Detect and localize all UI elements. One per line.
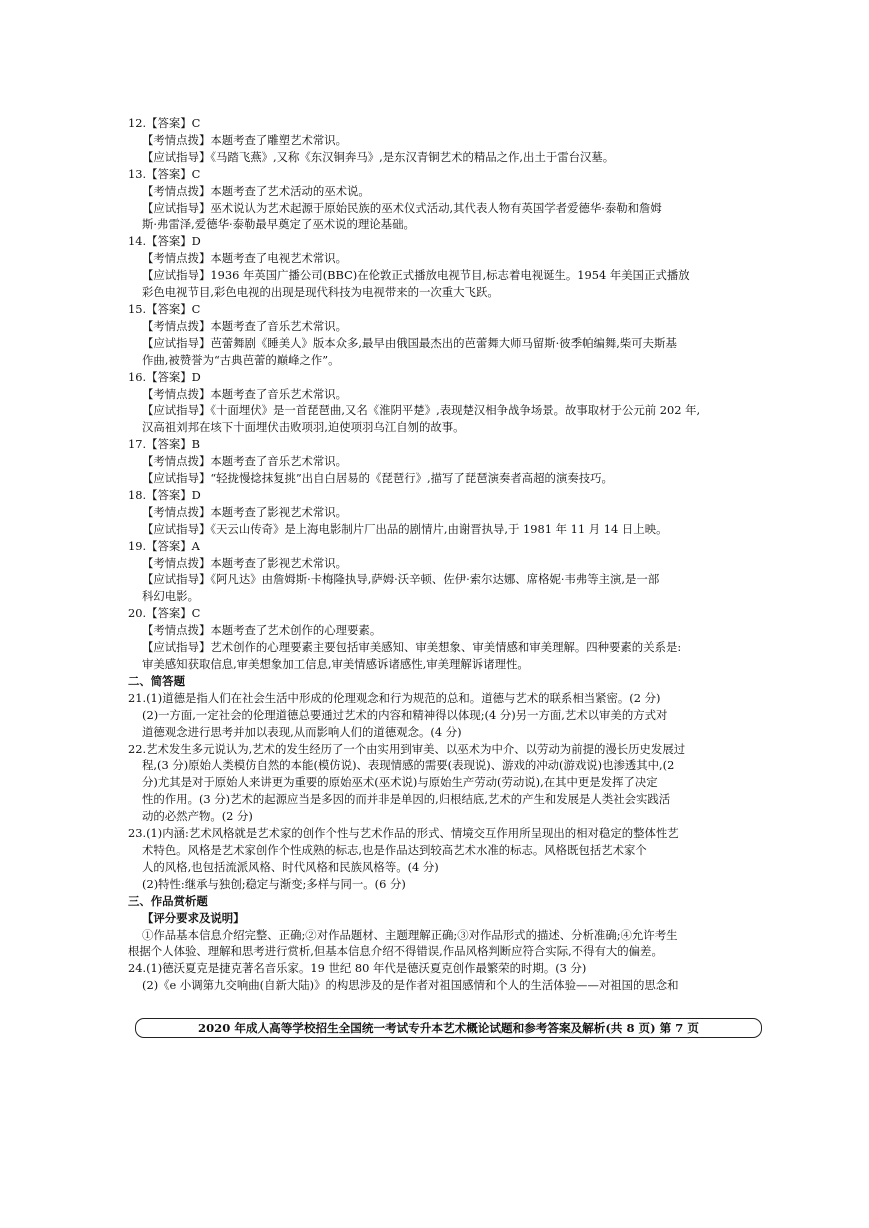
text-line: 23.(1)内涵:艺术风格就是艺术家的创作个性与艺术作品的形式、情境交互作用所呈现出的相对稳定的整体性艺 <box>128 826 679 841</box>
text-line: 【考情点拨】本题考查了音乐艺术常识。 <box>142 386 348 401</box>
text-line: 【应试指导】“轻拢慢捻抹复挑”出自白居易的《琵琶行》,描写了琵琶演奏者高超的演奏技巧。 <box>142 471 613 486</box>
text-line: 【考情点拨】本题考查了雕塑艺术常识。 <box>142 132 348 147</box>
text-line: 【评分要求及说明】 <box>142 910 245 925</box>
text-line: 审美感知获取信息,审美想象加工信息,审美情感诉诸感性,审美理解诉诸理性。 <box>142 657 529 671</box>
text-line: 作曲,被赞誉为“古典芭蕾的巅峰之作”。 <box>142 352 340 367</box>
section-heading: 二、简答题 <box>128 673 185 688</box>
answer-content <box>128 115 766 994</box>
text-line: 17.【答案】B <box>128 437 201 452</box>
text-line: 程,(3 分)原始人类模仿自然的本能(模仿说)、表现情感的需要(表现说)、游戏的冲动(游戏说)也渗透其中,(2 <box>142 758 675 773</box>
text-line: 汉高祖刘邦在垓下十面埋伏击败项羽,迫使项羽乌江自刎的故事。 <box>142 420 465 435</box>
text-line: 科幻电影。 <box>142 589 199 604</box>
text-line: 19.【答案】A <box>128 538 200 553</box>
text-line: 斯·弗雷泽,爱德华·泰勒最早奠定了巫术说的理论基础。 <box>142 217 415 232</box>
text-line: 【应试指导】艺术创作的心理要素主要包括审美感知、审美想象、审美情感和审美理解。四种要素的关系是: <box>142 640 682 655</box>
text-line: 21.(1)道德是指人们在社会生活中形成的伦理观念和行为规范的总和。道德与艺术的联系相当紧密。(2 分) <box>128 690 661 705</box>
text-line: 13.【答案】C <box>128 166 201 181</box>
text-line: 【应试指导】《马踏飞燕》,又称《东汉铜奔马》,是东汉青铜艺术的精品之作,出土于雷台汉墓。 <box>142 149 615 164</box>
text-line: 【考情点拨】本题考查了艺术创作的心理要素。 <box>142 623 382 638</box>
text-line: 【考情点拨】本题考查了音乐艺术常识。 <box>142 454 348 469</box>
text-line: (2)一方面,一定社会的伦理道德总要通过艺术的内容和精神得以体现;(4 分)另一方面,艺术以审美的方式对 <box>142 707 668 722</box>
text-line: 24.(1)德沃夏克是捷克著名音乐家。19 世纪 80 年代是德沃夏克创作最繁荣的时期。(3 分) <box>128 961 587 976</box>
text-line: 【应试指导】1936 年英国广播公司(BBC)在伦敦正式播放电视节目,标志着电视诞生。1954 年美国正式播放 <box>142 268 690 283</box>
text-line: 14.【答案】D <box>128 234 201 249</box>
text-line: 【考情点拨】本题考查了电视艺术常识。 <box>142 251 348 266</box>
text-line: 16.【答案】D <box>128 369 201 384</box>
text-line: 【应试指导】《阿凡达》由詹姆斯·卡梅隆执导,萨姆·沃辛顿、佐伊·索尔达娜、席格妮·韦弗等主演,是一部 <box>142 572 660 587</box>
text-line: 动的必然产物。(2 分) <box>142 809 253 824</box>
text-line: 根据个人体验、理解和思考进行赏析,但基本信息介绍不得错误,作品风格判断应符合实际,不得有大的偏差。 <box>128 944 663 959</box>
text-line: 【考情点拨】本题考查了艺术活动的巫术说。 <box>142 183 370 198</box>
text-line: 【考情点拨】本题考查了影视艺术常识。 <box>142 555 348 570</box>
text-line: 15.【答案】C <box>128 301 201 316</box>
text-line: 人的风格,也包括流派风格、时代风格和民族风格等。(4 分) <box>142 859 439 874</box>
text-line: (2)《e 小调第九交响曲(自新大陆)》的构思涉及的是作者对祖国感情和个人的生活体验——对祖国的思念和 <box>142 978 679 993</box>
text-line: 12.【答案】C <box>128 116 201 130</box>
text-line: 【应试指导】《天云山传奇》是上海电影制片厂出品的剧情片,由谢晋执导,于 1981 年 11 月 14 日上映。 <box>142 521 668 536</box>
page-footer: 2020 年成人高等学校招生全国统一考试专升本艺术概论试题和参考答案及解析(共 8 页) 第 7 页 <box>135 1018 762 1038</box>
text-line: 【考情点拨】本题考查了影视艺术常识。 <box>142 504 348 519</box>
text-line: 18.【答案】D <box>128 487 201 502</box>
text-line: ①作品基本信息介绍完整、正确;②对作品题材、主题理解正确;③对作品形式的描述、分析准确;④允许考生 <box>142 927 678 942</box>
text-line: 【考情点拨】本题考查了音乐艺术常识。 <box>142 318 348 333</box>
text-line: 【应试指导】巫术说认为艺术起源于原始民族的巫术仪式活动,其代表人物有英国学者爱德华·泰勒和詹姆 <box>142 200 662 215</box>
text-line: (2)特性:继承与独创;稳定与渐变;多样与同一。(6 分) <box>142 876 406 891</box>
text-line: 分)尤其是对于原始人来讲更为重要的原始巫术(巫术说)与原始生产劳动(劳动说),在其中更是发挥了决定 <box>142 775 658 790</box>
text-line: 22.艺术发生多元说认为,艺术的发生经历了一个由实用到审美、以巫术为中介、以劳动为前提的漫长历史发展过 <box>128 741 686 756</box>
text-line: 道德观念进行思考并加以表现,从而影响人们的道德观念。(4 分) <box>142 724 462 739</box>
text-line: 【应试指导】芭蕾舞剧《睡美人》版本众多,最早由俄国最杰出的芭蕾舞大师马留斯·彼季帕编舞,柴可夫斯基 <box>142 335 677 350</box>
text-line: 20.【答案】C <box>128 606 201 621</box>
text-line: 【应试指导】《十面埋伏》是一首琵琶曲,又名《淮阴平楚》,表现楚汉相争战争场景。故事取材于公元前 202 年, <box>142 403 701 418</box>
text-line: 性的作用。(3 分)艺术的起源应当是多因的而并非是单因的,归根结底,艺术的产生和发展是人类社会实践活 <box>142 792 671 807</box>
section-heading: 三、作品赏析题 <box>128 893 208 908</box>
text-line: 彩色电视节目,彩色电视的出现是现代科技为电视带来的一次重大飞跃。 <box>142 285 499 300</box>
text-line: 术特色。风格是艺术家创作个性成熟的标志,也是作品达到较高艺术水准的标志。风格既包括艺术家个 <box>142 842 647 857</box>
